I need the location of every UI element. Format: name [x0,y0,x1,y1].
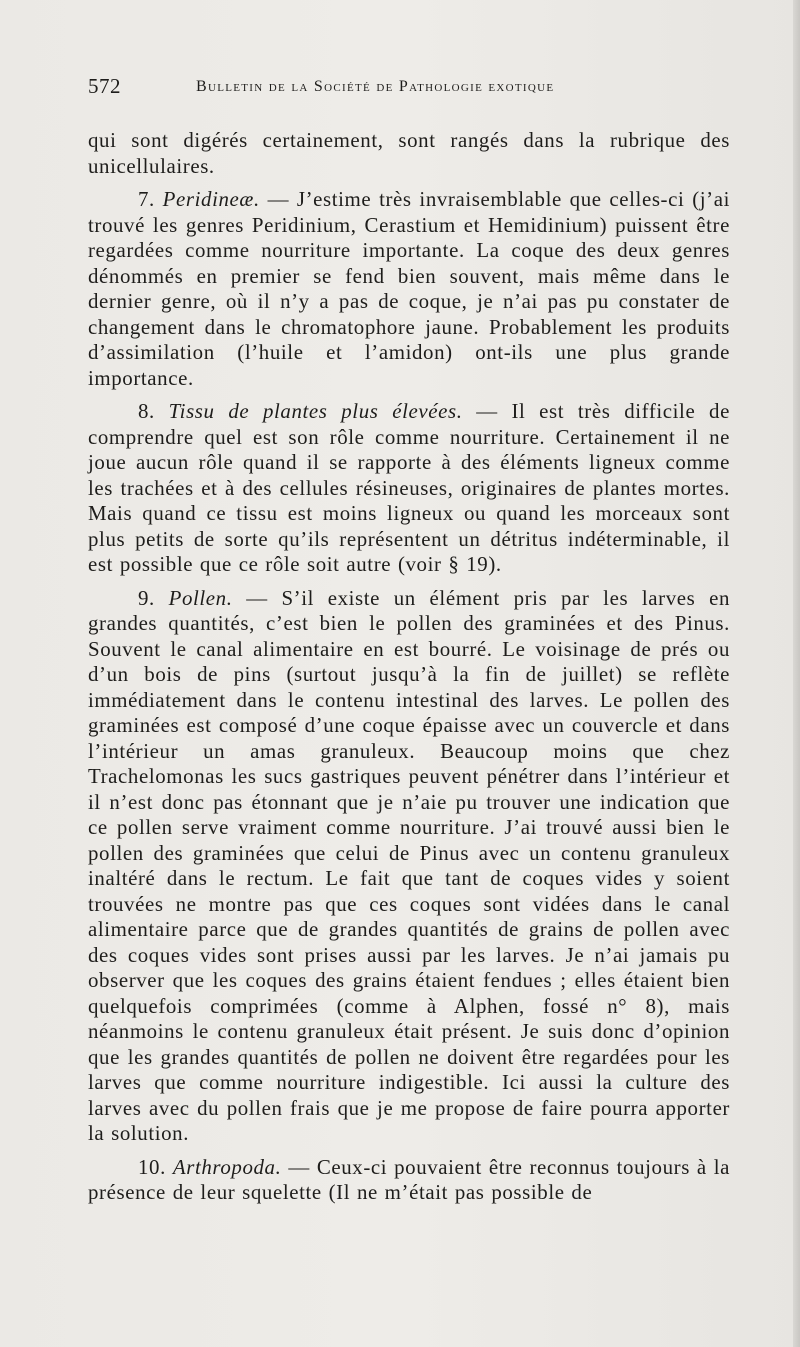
body-text [88,128,730,1206]
paragraph-text: qui sont digérés certainement, sont rangés dans la rubrique des unicellulaires. [88,128,730,178]
section-number: 9. [138,585,169,610]
paragraph-peridineae [88,187,730,391]
running-title: Bulletin de la Société de Pathologie exotique [196,78,555,95]
paragraph-text: — S’il existe un élément pris par les larves en grandes quantités, c’est bien le pollen des graminées et des Pinus. Souvent le canal alimentaire en est bourré. Le voisinage de prés ou d’un bois de pins (surtout jusqu’à la fin de juillet) se reflète immédiatement dans le contenu intestinal des larves. Le pollen des graminées est composé d’une coque épaisse avec un couvercle et dans l’intérieur un amas granuleux. Beaucoup moins que chez Trachelomonas les sucs gastriques peuvent pénétrer dans l’intérieur et il n’est donc pas étonnant que je n’aie pu trouver une indication que ce pollen serve vraiment comme nourriture. J’ai trouvé aussi bien le pollen des graminées que celui de Pinus avec un contenu granuleux inaltéré dans le rectum. Le fait que tant de coques vides y soient trouvées ne montre pas que ces coques sont vidées dans le canal alimentaire parce que de grandes quantités de grains de pollen avec des coques vides sont prises aussi par les larves. Je n’ai jamais pu observer que les coques des grains étaient fendues ; elles étaient bien quelquefois comprimées (comme à Alphen, fossé n° 8), mais néanmoins le contenu granuleux était présent. Je suis donc d’opinion que les grandes quantités de pollen ne doivent être regardées pour les larves que comme nourriture indigestible. Ici aussi la culture des larves avec du pollen frais que je me propose de faire pourra apporter la solution. [88,585,730,1145]
section-number: 7. [138,187,163,211]
paragraph-arthropoda [88,1155,730,1206]
section-number: 8. [138,399,169,423]
section-heading: Arthropoda. [172,1154,282,1179]
page-number: 572 [88,74,121,98]
paragraph-text: — Ceux-ci pouvaient être reconnus toujours à la présence de leur squelette (Il ne m’était pas possible de [88,1154,730,1204]
paragraph-pollen [88,586,730,1147]
paragraph-text: — Il est très difficile de comprendre quel est son rôle comme nourriture. Certainement il ne joue aucun rôle quand il se rapporte à des éléments ligneux comme les trachées et à des cellules résineuses, originaires de plantes mortes. Mais quand ce tissu est moins ligneux ou quand les morceaux sont plus petits de sorte qu’ils représentent un détritus indéterminable, il est possible que ce rôle soit autre (voir § 19). [88,399,730,576]
section-heading: Pollen. [168,585,233,610]
section-heading: Peridineæ. [162,187,260,211]
running-header [88,74,728,104]
paragraph-continuation [88,128,730,179]
section-number: 10. [138,1154,173,1179]
section-heading: Tissu de plantes plus élevées. [168,399,463,423]
paragraph-text: — J’estime très invraisemblable que celles-ci (j’ai trouvé les genres Peridinium, Cerastium et Hemidinium) puissent être regardées comme nourriture importante. La coque des deux genres dénommés en premier se fend bien souvent, mais même dans le dernier genre, où il n’y a pas de coque, je n’ai pas pu constater de changement dans le chromatophore jaune. Probablement les produits d’assimilation (l’huile et l’amidon) ont-ils une plus grande importance. [88,187,730,390]
page-edge-shadow [793,0,800,1347]
paragraph-tissu [88,399,730,578]
